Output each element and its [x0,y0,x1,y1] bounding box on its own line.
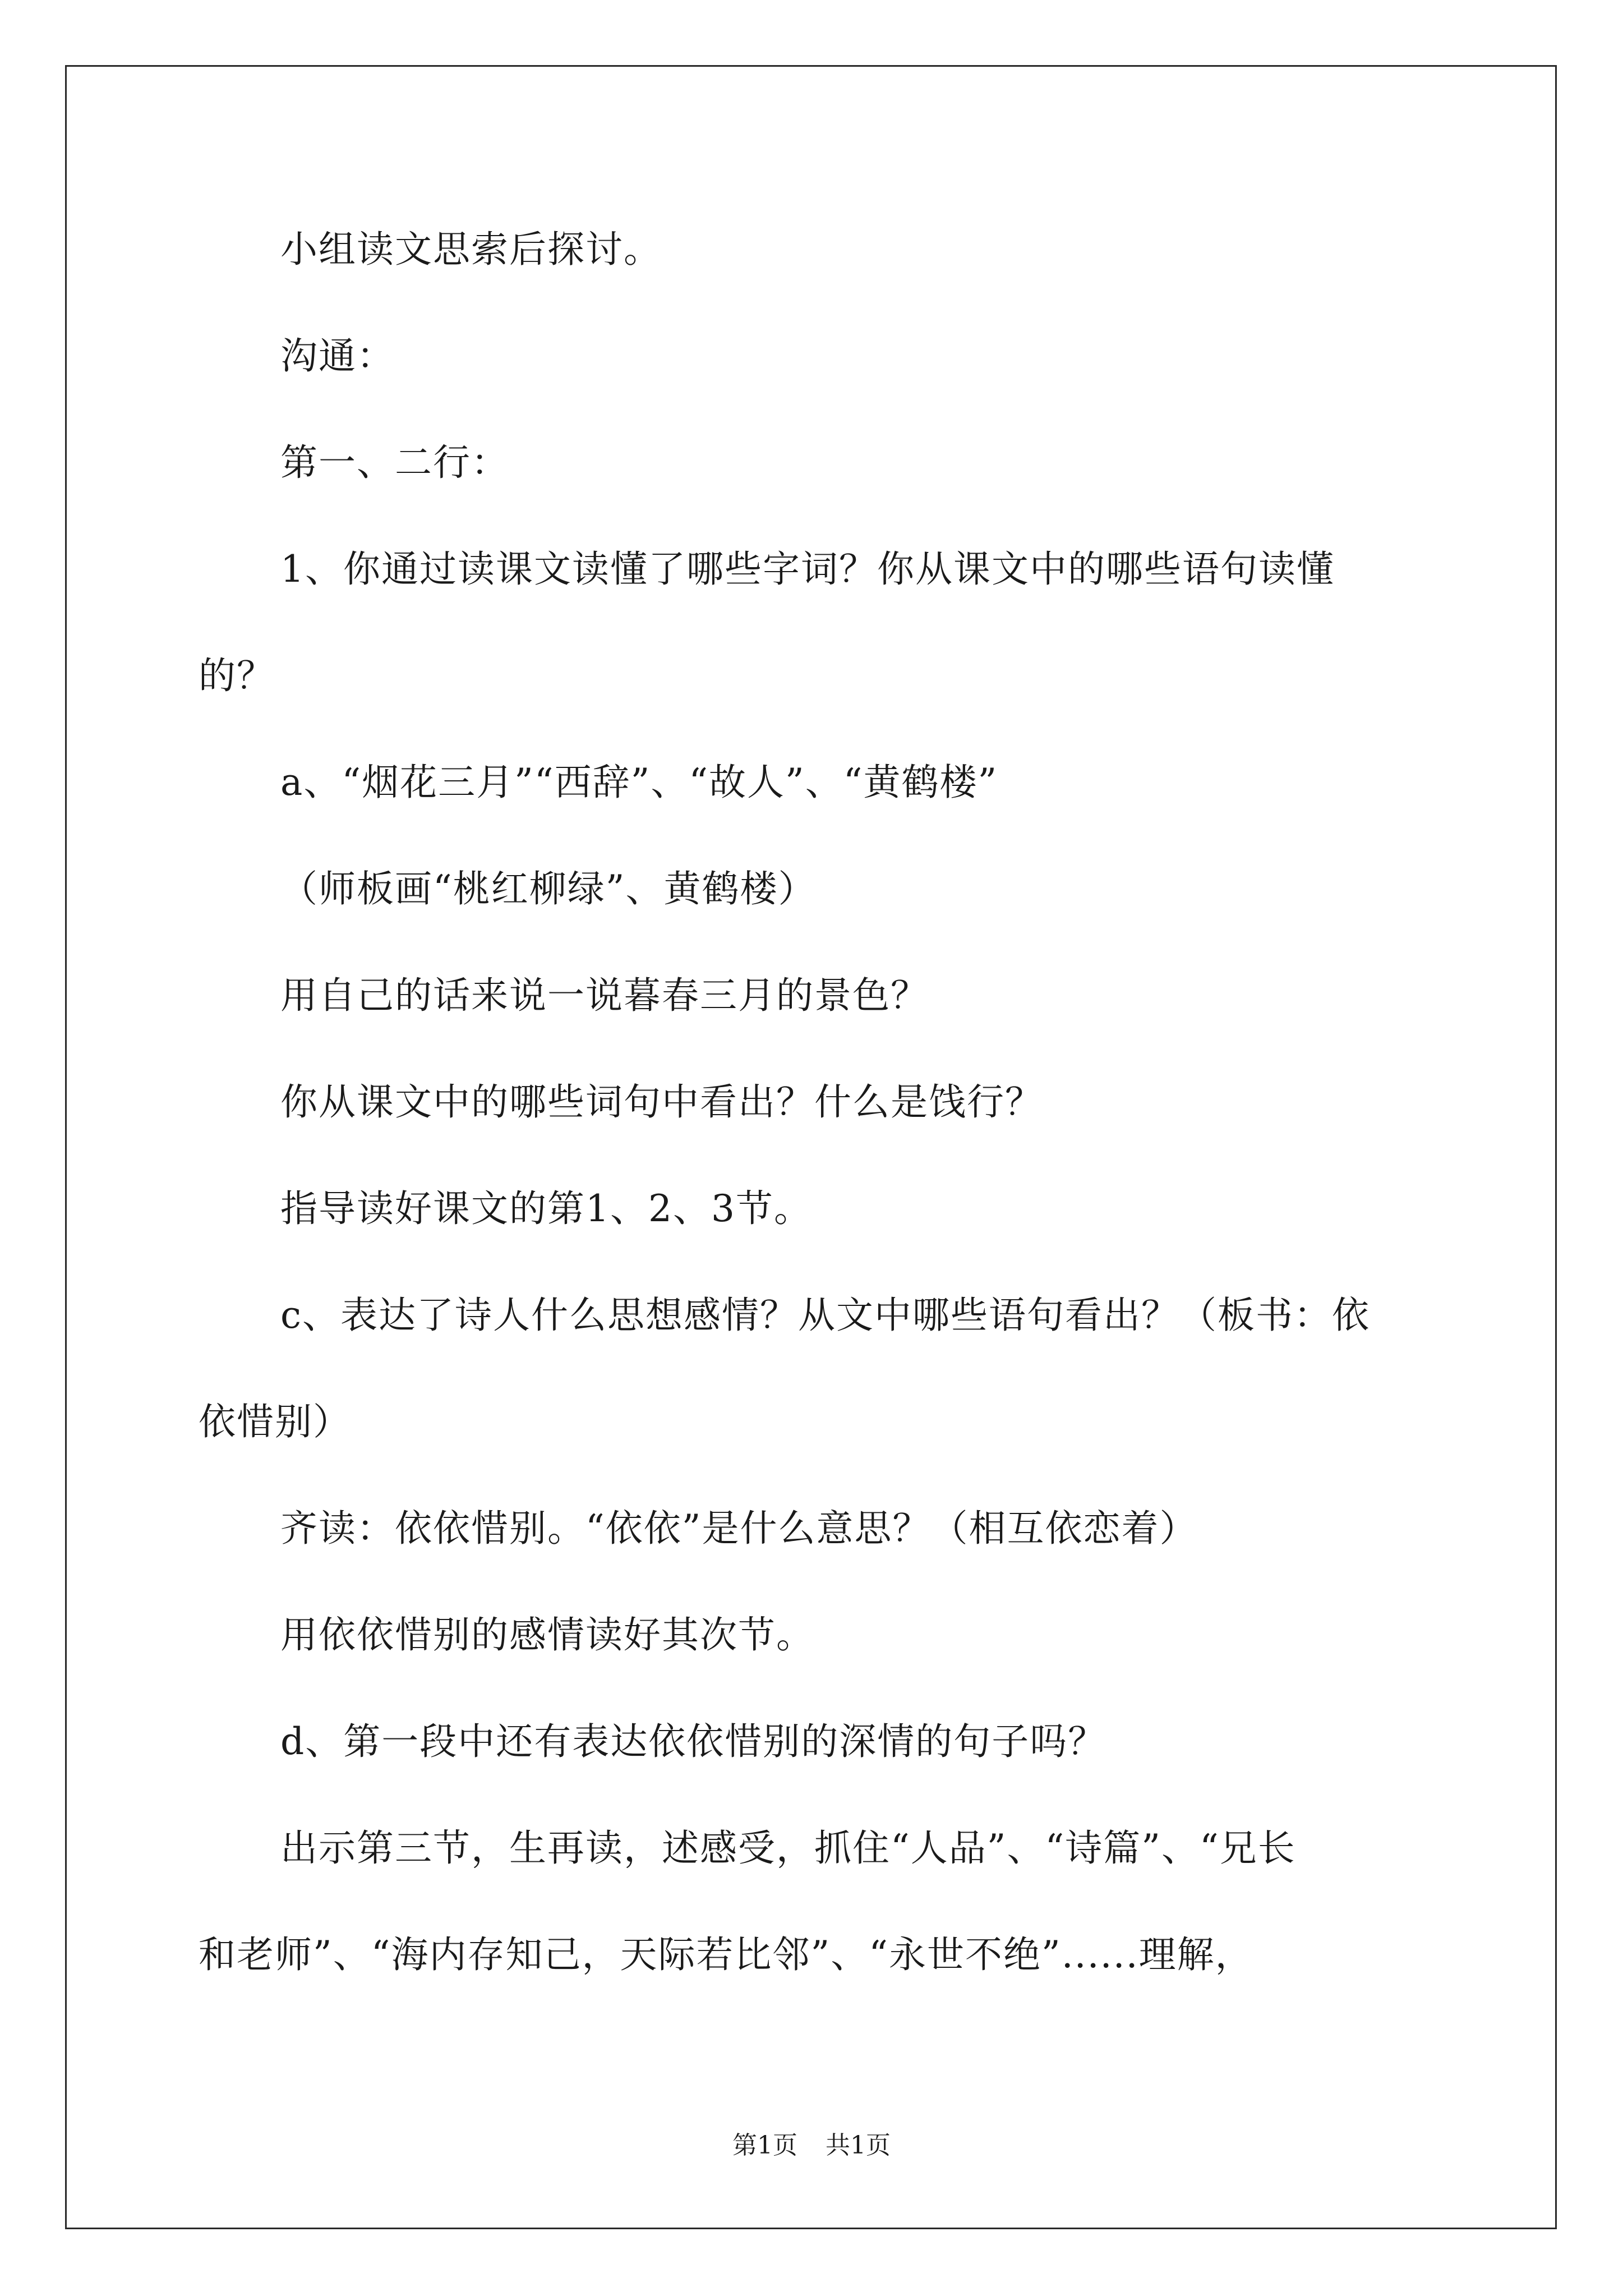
paragraph-line: 和老师”、“海内存知己，天际若比邻”、“永世不绝”......理解， [199,1933,1253,1976]
paragraph-line: 依惜别） [199,1400,351,1443]
paragraph-line: 用依依惜别的感情读好其次节。 [280,1613,814,1657]
paragraph-line: 出示第三节，生再读，述感受，抓住“人品”、“诗篇”、“兄长 [280,1826,1296,1870]
page-number-total: 共1页 [826,2131,891,2160]
paragraph-line: 第一、二行： [280,441,509,484]
paragraph-line: 指导读好课文的第1、2、3节。 [280,1187,812,1230]
paragraph-line: c、表达了诗人什么思想感情？从文中哪些语句看出？（板书：依 [280,1294,1370,1337]
paragraph-line: （师板画“桃红柳绿”、黄鹤楼） [280,867,817,910]
paragraph-line: 用自己的话来说一说暮春三月的景色？ [280,974,929,1017]
page-border [65,65,1557,2229]
paragraph-line: 的？ [199,654,275,697]
paragraph-line: 齐读：依依惜别。“依依”是什么意思？（相互依恋着） [280,1507,1198,1550]
paragraph-line: 你从课文中的哪些词句中看出？什么是饯行？ [280,1080,1043,1124]
paragraph-line: a、“烟花三月”“西辞”、“故人”、“黄鹤楼” [280,761,998,804]
paragraph-line: 1、你通过读课文读懂了哪些字词？你从课文中的哪些语句读懂 [280,547,1335,591]
paragraph-line: 沟通： [280,334,395,378]
page-number-current: 第1页 [732,2131,797,2160]
page-footer [0,2129,1623,2162]
paragraph-line: d、第一段中还有表达依依惜别的深情的句子吗？ [280,1720,1106,1763]
paragraph-line: 小组读文思索后探讨。 [280,228,662,271]
